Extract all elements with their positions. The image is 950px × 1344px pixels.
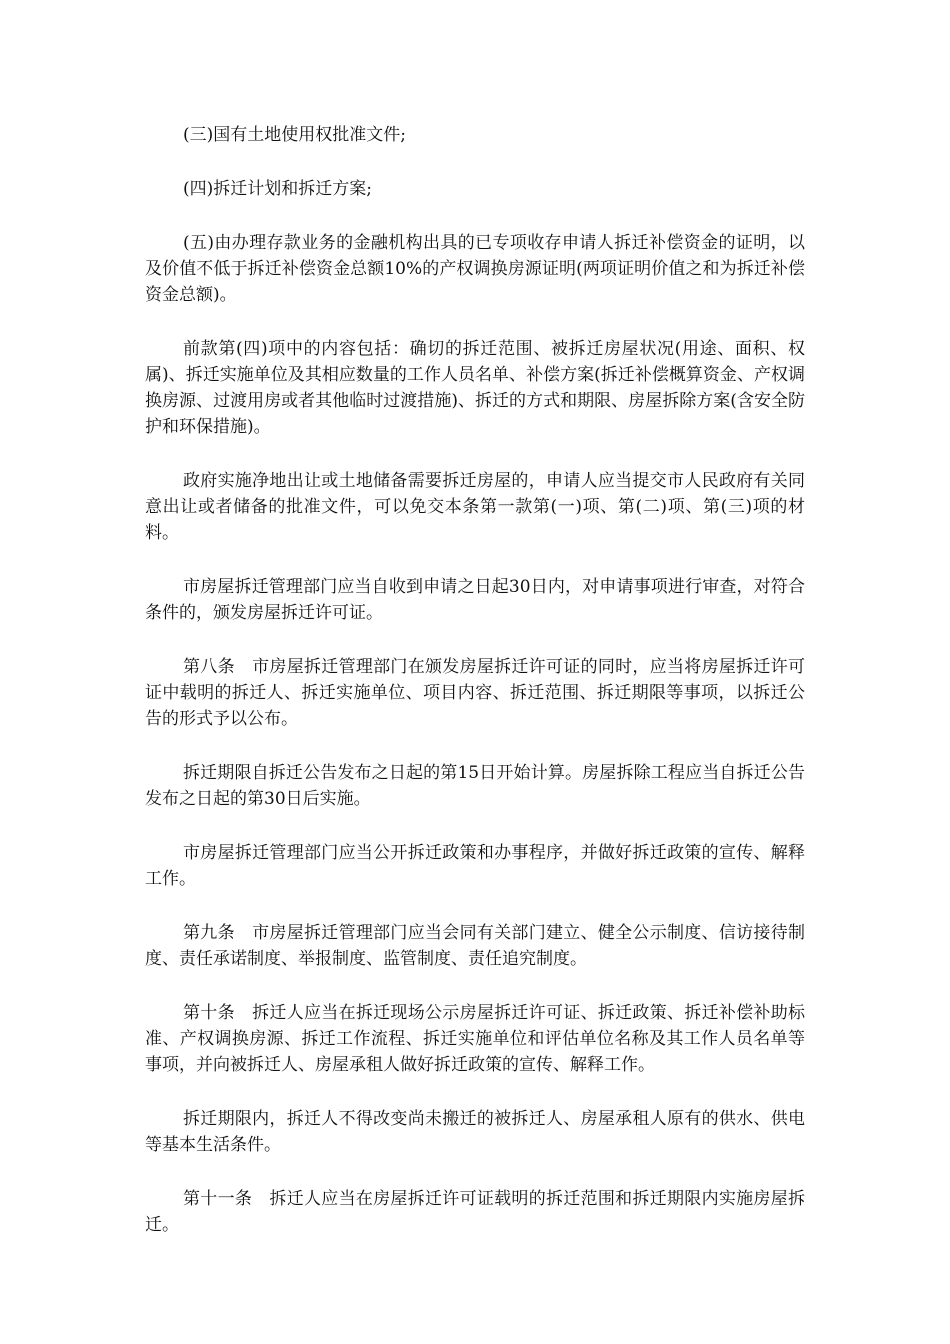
paragraph-content-requirements: 前款第(四)项中的内容包括：确切的拆迁范围、被拆迁房屋状况(用途、面积、权属)、拆迁实施单位及其相应数量的工作人员名单、补偿方案(拆迁补偿概算资金、产权调换房源、过渡用房或者其他临时过渡措施)、拆迁的方式和期限、房屋拆除方案(含安全防护和环保措施)。 (145, 339, 805, 437)
article-8: 第八条 市房屋拆迁管理部门在颁发房屋拆迁许可证的同时，应当将房屋拆迁许可证中载明的拆迁人、拆迁实施单位、项目内容、拆迁范围、拆迁期限等事项，以拆迁公告的形式予以公布。 (145, 657, 805, 729)
article-9: 第九条 市房屋拆迁管理部门应当会同有关部门建立、健全公示制度、信访接待制度、责任承诺制度、举报制度、监管制度、责任追究制度。 (145, 923, 805, 969)
paragraph-item-3: (三)国有土地使用权批准文件; (183, 125, 406, 145)
paragraph-policy-disclosure: 市房屋拆迁管理部门应当公开拆迁政策和办事程序，并做好拆迁政策的宣传、解释工作。 (145, 843, 805, 889)
paragraph-review-period: 市房屋拆迁管理部门应当自收到申请之日起30日内，对申请事项进行审查，对符合条件的，颁发房屋拆迁许可证。 (145, 577, 805, 623)
document-body (145, 122, 805, 1266)
paragraph-item-5: (五)由办理存款业务的金融机构出具的已专项收存申请人拆迁补偿资金的证明，以及价值不低于拆迁补偿资金总额10%的产权调换房源证明(两项证明价值之和为拆迁补偿资金总额)。 (145, 233, 805, 305)
paragraph-item-4: (四)拆迁计划和拆迁方案; (183, 179, 372, 199)
paragraph-government-exemption: 政府实施净地出让或土地储备需要拆迁房屋的，申请人应当提交市人民政府有关同意出让或者储备的批准文件，可以免交本条第一款第(一)项、第(二)项、第(三)项的材料。 (145, 471, 805, 543)
article-10: 第十条 拆迁人应当在拆迁现场公示房屋拆迁许可证、拆迁政策、拆迁补偿补助标准、产权调换房源、拆迁工作流程、拆迁实施单位和评估单位名称及其工作人员名单等事项，并向被拆迁人、房屋承租人做好拆迁政策的宣传、解释工作。 (145, 1003, 805, 1075)
article-11: 第十一条 拆迁人应当在房屋拆迁许可证载明的拆迁范围和拆迁期限内实施房屋拆迁。 (145, 1189, 805, 1235)
paragraph-living-conditions: 拆迁期限内，拆迁人不得改变尚未搬迁的被拆迁人、房屋承租人原有的供水、供电等基本生活条件。 (145, 1109, 805, 1155)
paragraph-demolition-period: 拆迁期限自拆迁公告发布之日起的第15日开始计算。房屋拆除工程应当自拆迁公告发布之日起的第30日后实施。 (145, 763, 805, 809)
